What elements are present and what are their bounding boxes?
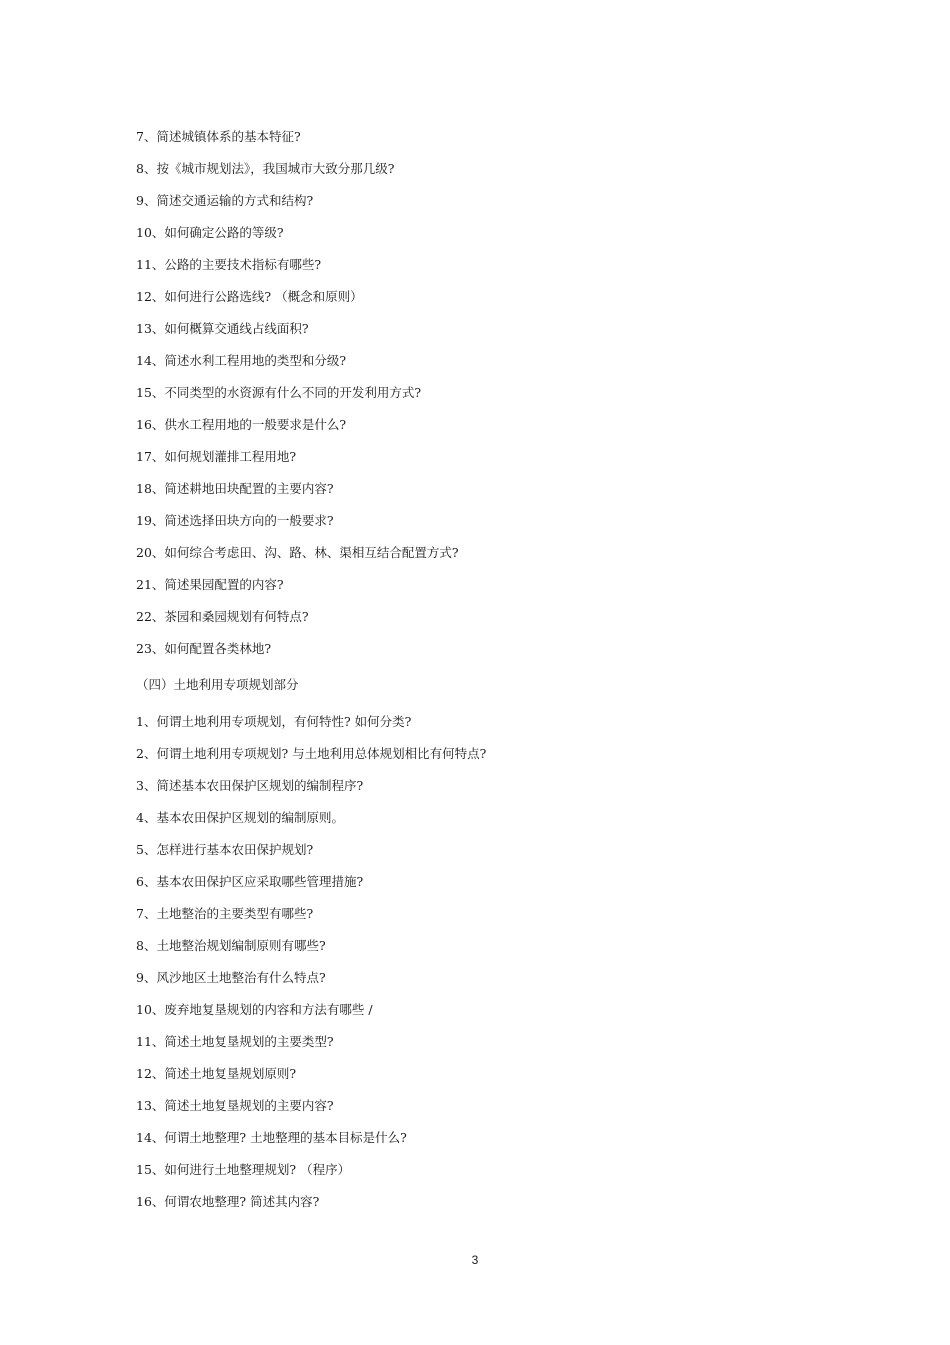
question-item: 8、按《城市规划法》，我国城市大致分那几级? bbox=[136, 161, 395, 176]
section-four-heading: （四）土地利用专项规划部分 bbox=[136, 677, 299, 692]
question-item: 11、公路的主要技术指标有哪些? bbox=[136, 257, 322, 272]
question-item: 10、如何确定公路的等级? bbox=[136, 225, 284, 240]
question-list-section-three bbox=[136, 121, 836, 665]
question-item: 19、简述选择田块方向的一般要求? bbox=[136, 513, 334, 528]
question-item: 23、如何配置各类林地? bbox=[136, 641, 272, 656]
question-list-section-four bbox=[136, 706, 836, 1218]
question-item: 9、风沙地区土地整治有什么特点? bbox=[136, 970, 326, 985]
question-item: 20、如何综合考虑田、沟、路、林、渠相互结合配置方式? bbox=[136, 545, 459, 560]
question-item: 17、如何规划灌排工程用地? bbox=[136, 449, 297, 464]
question-item: 6、基本农田保护区应采取哪些管理措施? bbox=[136, 874, 364, 889]
question-item: 9、简述交通运输的方式和结构? bbox=[136, 193, 314, 208]
page-number: 3 bbox=[471, 1253, 479, 1267]
question-item: 15、不同类型的水资源有什么不同的开发利用方式? bbox=[136, 385, 422, 400]
question-item: 2、何谓土地利用专项规划? 与土地利用总体规划相比有何特点? bbox=[136, 746, 487, 761]
question-item: 7、土地整治的主要类型有哪些? bbox=[136, 906, 314, 921]
question-item: 16、供水工程用地的一般要求是什么? bbox=[136, 417, 347, 432]
question-item: 4、基本农田保护区规划的编制原则。 bbox=[136, 810, 344, 825]
question-item: 13、简述土地复垦规划的主要内容? bbox=[136, 1098, 334, 1113]
question-item: 14、简述水利工程用地的类型和分级? bbox=[136, 353, 347, 368]
question-item: 12、如何进行公路选线? （概念和原则） bbox=[136, 289, 363, 304]
question-item: 12、简述土地复垦规划原则? bbox=[136, 1066, 297, 1081]
question-item: 10、废弃地复垦规划的内容和方法有哪些 / bbox=[136, 1002, 373, 1017]
question-item: 15、如何进行土地整理规划? （程序） bbox=[136, 1162, 351, 1177]
question-item: 13、如何概算交通线占线面积? bbox=[136, 321, 309, 336]
question-item: 11、简述土地复垦规划的主要类型? bbox=[136, 1034, 334, 1049]
question-item: 22、茶园和桑园规划有何特点? bbox=[136, 609, 309, 624]
question-item: 8、土地整治规划编制原则有哪些? bbox=[136, 938, 326, 953]
question-item: 5、怎样进行基本农田保护规划? bbox=[136, 842, 314, 857]
question-item: 14、何谓土地整理? 土地整理的基本目标是什么? bbox=[136, 1130, 407, 1145]
question-item: 18、简述耕地田块配置的主要内容? bbox=[136, 481, 334, 496]
question-item: 7、简述城镇体系的基本特征? bbox=[136, 129, 301, 144]
question-item: 21、简述果园配置的内容? bbox=[136, 577, 284, 592]
question-item: 1、何谓土地利用专项规划，有何特性? 如何分类? bbox=[136, 714, 412, 729]
question-item: 16、何谓农地整理? 简述其内容? bbox=[136, 1194, 320, 1209]
question-item: 3、简述基本农田保护区规划的编制程序? bbox=[136, 778, 364, 793]
